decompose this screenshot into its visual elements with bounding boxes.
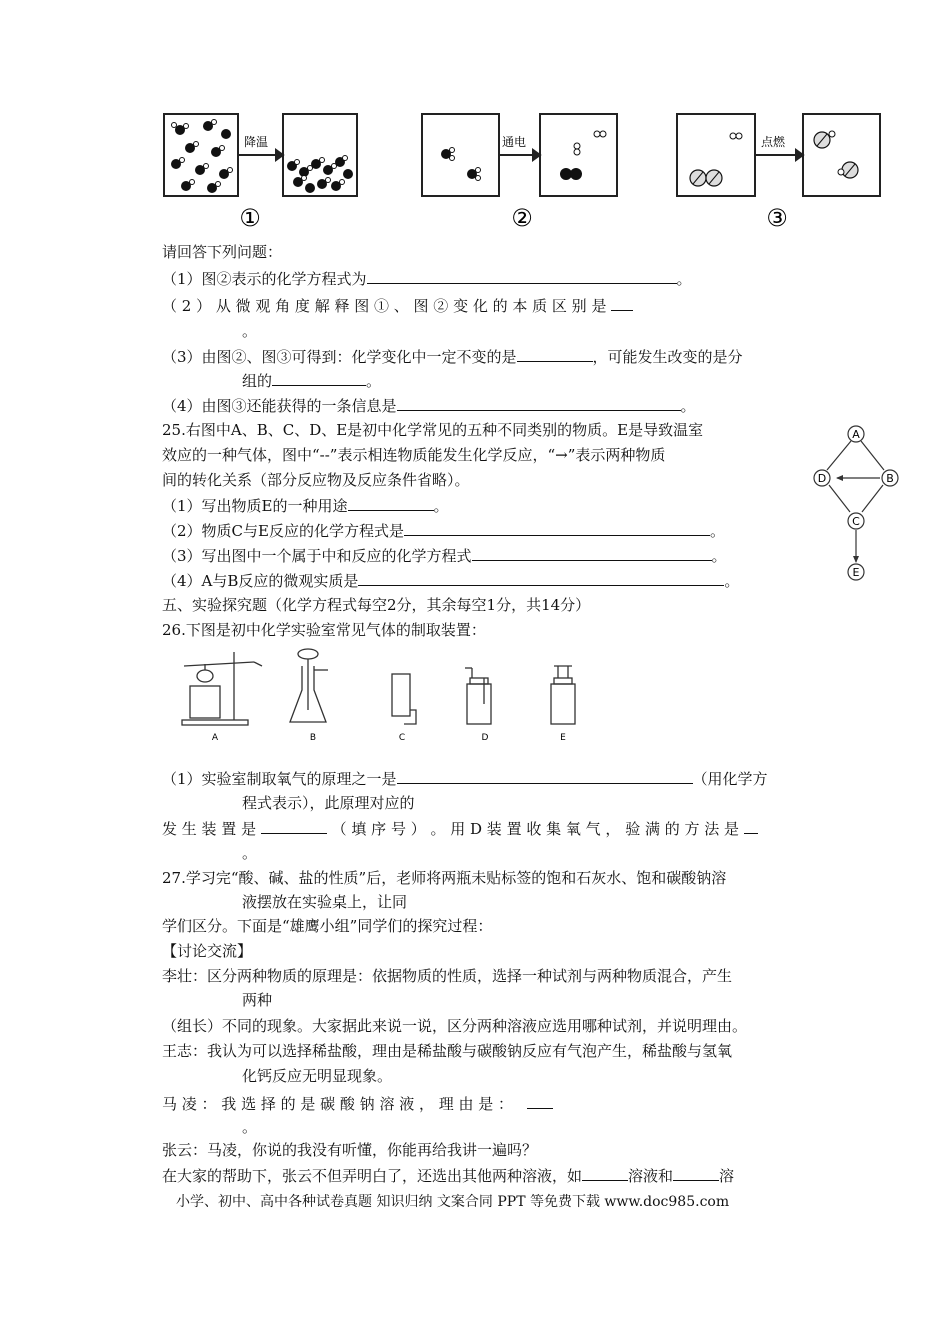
q26-part1: （1）实验室制取氧气的原理之一是 （用化学方: [162, 770, 768, 788]
q27-zhangyun: 张云：马凌，你说的我没有听懂，你能再给我讲一遍吗？: [162, 1141, 538, 1159]
q26-device-blank[interactable]: [261, 818, 327, 834]
arrow-label-cooling: 降温: [244, 135, 269, 149]
q27-solution-blank2[interactable]: [673, 1165, 719, 1181]
q25-part4: （4）A与B反应的微观实质是 。: [162, 572, 740, 590]
q24-part3: （3）由图②、图③可得到：化学变化中一定不变的是 ，可能发生改变的是分: [162, 348, 743, 366]
q27-discussion-heading: 【讨论交流】: [162, 942, 253, 960]
q24-part2-end: 。: [242, 322, 258, 340]
node-c-label: C: [852, 515, 860, 528]
apparatus-a-label: A: [211, 733, 219, 743]
section-5-heading: 五、实验探究题（化学方程式每空2分，其余每空1分，共14分）: [162, 596, 591, 614]
footer-text: 小学、初中、高中各种试卷真题 知识归纳 文案合同 PPT 等免费下载 www.doc985.com: [176, 1194, 730, 1210]
q27-lizhuang-line1: 李壮：区分两种物质的原理是：依据物质的性质，选择一种试剂与两种物质混合，产生: [162, 967, 733, 985]
panel-number-2: ②: [511, 204, 533, 232]
apparatus-d-label: D: [481, 733, 489, 743]
q25-line1: 25.右图中A、B、C、D、E是初中化学常见的五种不同类别的物质。E是导致温室: [162, 421, 704, 439]
q25-line2: 效应的一种气体，图中“--”表示相连物质能发生化学反应，“→”表示两种物质: [162, 446, 666, 464]
arrow-label-ignite: 点燃: [761, 135, 786, 149]
q24-part3-cont: 组的 。: [242, 372, 382, 390]
q24-part1: （1）图②表示的化学方程式为 。: [162, 270, 692, 288]
q26-part1-blank[interactable]: [397, 768, 693, 784]
apparatus-e-label: E: [560, 733, 566, 743]
q25-part2-blank[interactable]: [404, 520, 710, 536]
arrow-label-electrolysis: 通电: [502, 135, 527, 149]
q24-part2: [162, 295, 633, 316]
q27-wangzhi-line1: 王志：我认为可以选择稀盐酸，理由是稀盐酸与碳酸钠反应有气泡产生，稀盐酸与氢氧: [162, 1042, 733, 1060]
q24-part1-text: （1）图②表示的化学方程式为: [162, 270, 367, 288]
q25-part1-blank[interactable]: [348, 495, 434, 511]
q27-line1: 27.学习完“酸、碱、盐的性质”后，老师将两瓶未贴标签的饱和石灰水、饱和碳酸钠溶: [162, 869, 727, 887]
apparatus-b-label: B: [309, 733, 317, 743]
q25-part2: （2）物质C与E反应的化学方程式是 。: [162, 522, 725, 540]
substance-relation-diagram: [806, 422, 906, 588]
q26-part1-device: 发 生 装 置 是 （ 填 序 号 ） 。 用 D 装 置 收 集 氧 气 ， 验 满 的 方 法 是: [162, 818, 758, 839]
q27-maling-end: 。: [242, 1118, 258, 1136]
q25-part1: （1）写出物质E的一种用途 。: [162, 497, 449, 515]
q24-part3-blank1[interactable]: [517, 346, 593, 362]
q26-line1: 26.下图是初中化学实验室常见气体的制取装置：: [162, 621, 486, 639]
apparatus-c-label: C: [398, 733, 406, 743]
q27-line3: 学们区分。下面是“雄鹰小组”同学们的探究过程：: [162, 917, 493, 935]
q26-check-blank[interactable]: [744, 818, 758, 834]
node-a-label: A: [852, 428, 860, 441]
node-d-label: D: [817, 472, 827, 485]
molecule-figure: [160, 108, 890, 232]
q24-part3-blank2[interactable]: [272, 370, 366, 386]
q25-line3: 间的转化关系（部分反应物及反应条件省略）。: [162, 471, 470, 489]
q25-part3: （3）写出图中一个属于中和反应的化学方程式 。: [162, 547, 727, 565]
q27-solution-blank1[interactable]: [582, 1165, 628, 1181]
q24-part1-blank[interactable]: [367, 268, 677, 284]
q24-part2-text: （ 2 ） 从 微 观 角 度 解 释 图 ① 、 图 ② 变 化 的 本 质 区 别 是: [162, 297, 607, 315]
gas-apparatus-figure: [170, 644, 590, 744]
q26-end: 。: [242, 844, 258, 862]
node-b-label: B: [886, 472, 894, 485]
q25-part3-blank[interactable]: [472, 545, 712, 561]
q27-maling-blank[interactable]: [527, 1093, 553, 1109]
q24-part4: （4）由图③还能获得的一条信息是 。: [162, 397, 696, 415]
q27-lizhuang-line3: （组长）不同的现象。大家据此来说一说，区分两种溶液应选用哪种试剂，并说明理由。: [162, 1017, 748, 1035]
q27-lizhuang-line2: 两种: [242, 991, 273, 1009]
q24-intro: 请回答下列问题：: [162, 243, 283, 261]
q24-part4-blank[interactable]: [397, 395, 681, 411]
q27-last-line: 在大家的帮助下，张云不但弄明白了，还选出其他两种溶液，如 溶液和 溶: [162, 1167, 735, 1185]
q27-maling: 马 凌 ： 我 选 择 的 是 碳 酸 钠 溶 液 ， 理 由 是 ：: [162, 1093, 553, 1114]
q25-part4-blank[interactable]: [358, 570, 724, 586]
q26-part1-cont: 程式表示），此原理对应的: [242, 794, 415, 812]
q27-line2: 液摆放在实验桌上，让同: [242, 893, 408, 911]
q24-part2-blank[interactable]: [611, 295, 633, 311]
panel-number-3: ③: [766, 204, 788, 232]
node-e-label: E: [852, 566, 860, 579]
q27-wangzhi-line2: 化钙反应无明显现象。: [242, 1067, 393, 1085]
panel-number-1: ①: [239, 204, 261, 232]
